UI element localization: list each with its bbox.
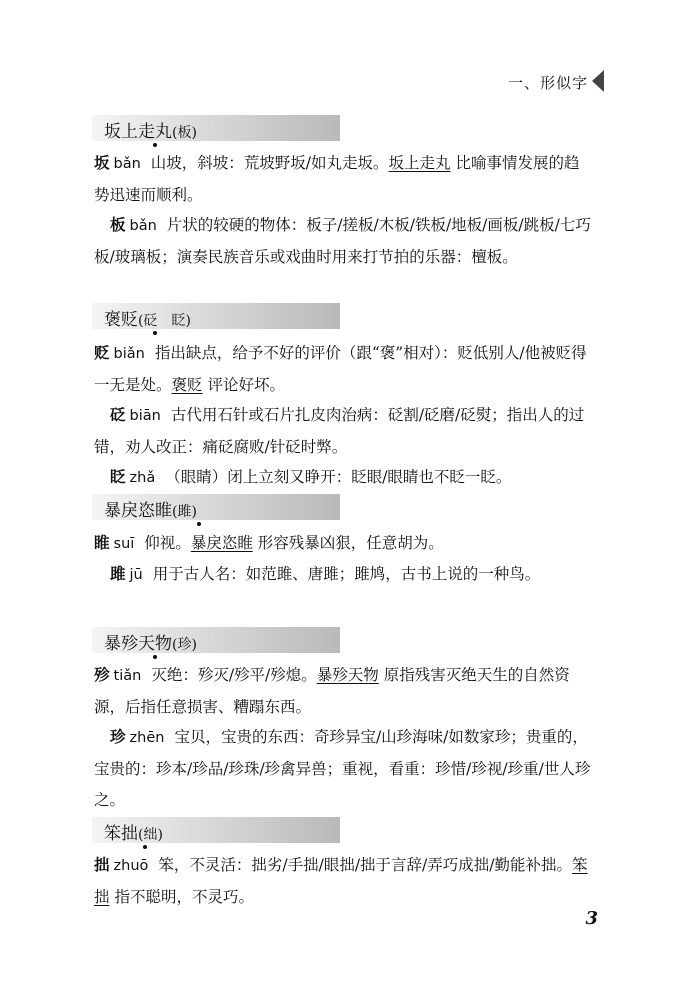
- emphasis-dot: [197, 522, 201, 526]
- entry-title: 暴殄天物(珍): [104, 634, 197, 654]
- entry-title: 褒贬(砭 眨): [104, 310, 191, 330]
- definition-paragraph: 睢 suī 仰视。暴戾恣睢 形容残暴凶狠，任意胡为。: [94, 533, 444, 552]
- idiom-term: 笨拙: [94, 856, 588, 906]
- entry-title: 暴戾恣睢(雎): [104, 501, 197, 521]
- definition-paragraph: 砭 biān 古代用石针或石片扎皮肉治病：砭割/砭磨/砭熨；指出人的过错，劝人改正：痛砭腐败/针砭时弊。: [94, 405, 585, 456]
- entry-title-bar: [92, 494, 340, 520]
- entry-title-bar: [92, 303, 340, 329]
- idiom-term: 暴戾恣睢: [190, 534, 253, 552]
- emphasis-dot: [153, 331, 157, 335]
- header-arrow-icon: [592, 70, 604, 92]
- definition-paragraph: 雎 jū 用于古人名：如范雎、唐雎；雎鸠，古书上说的一种鸟。: [110, 564, 541, 583]
- idiom-term: 褒贬: [171, 376, 203, 394]
- idiom-term: 暴殄天物: [316, 666, 379, 684]
- definition-paragraph: 珍 zhēn 宝贝，宝贵的东西：奇珍异宝/山珍海味/如数家珍；贵重的，宝贵的：珍本/珍品/珍珠/珍禽异兽；重视，看重：珍惜/珍视/珍重/世人珍之。: [94, 727, 591, 809]
- definition-paragraph: 拙 zhuō 笨，不灵活：拙劣/手拙/眼拙/拙于言辞/弄巧成拙/勤能补拙。笨拙 指不聪明，不灵巧。: [94, 855, 588, 906]
- definition-paragraph: 眨 zhǎ （眼睛）闭上立刻又睁开：眨眼/眼睛也不眨一眨。: [110, 467, 512, 486]
- definition-paragraph: 坂 bǎn 山坡，斜坡：荒坡野坂/如丸走坂。坂上走丸 比喻事情发展的趋势迅速而顺利。: [94, 153, 580, 204]
- definition-paragraph: 贬 biǎn 指出缺点，给予不好的评价（跟“褒”相对）：贬低别人/他被贬得一无是处。褒贬 评论好坏。: [94, 343, 587, 394]
- idiom-term: 坂上走丸: [388, 154, 451, 172]
- entry-title-bar: [92, 817, 340, 843]
- definition-paragraph: 殄 tiǎn 灭绝：殄灭/殄平/殄熄。暴殄天物 原指残害灭绝天生的自然资源，后指任意损害、糟蹋东西。: [94, 665, 570, 716]
- section-header: 一、形似字: [507, 74, 588, 92]
- entry-title-bar: [92, 115, 340, 141]
- entry-title: 笨拙(绌): [104, 824, 163, 844]
- definition-paragraph: 板 bǎn 片状的较硬的物体：板子/搓板/木板/铁板/地板/画板/跳板/七巧板/玻璃板；演奏民族音乐或戏曲时用来打节拍的乐器：檀板。: [94, 215, 591, 266]
- entry-title-bar: [92, 627, 340, 653]
- page-number: 3: [585, 908, 598, 929]
- entry-title: 坂上走丸(板): [104, 122, 197, 142]
